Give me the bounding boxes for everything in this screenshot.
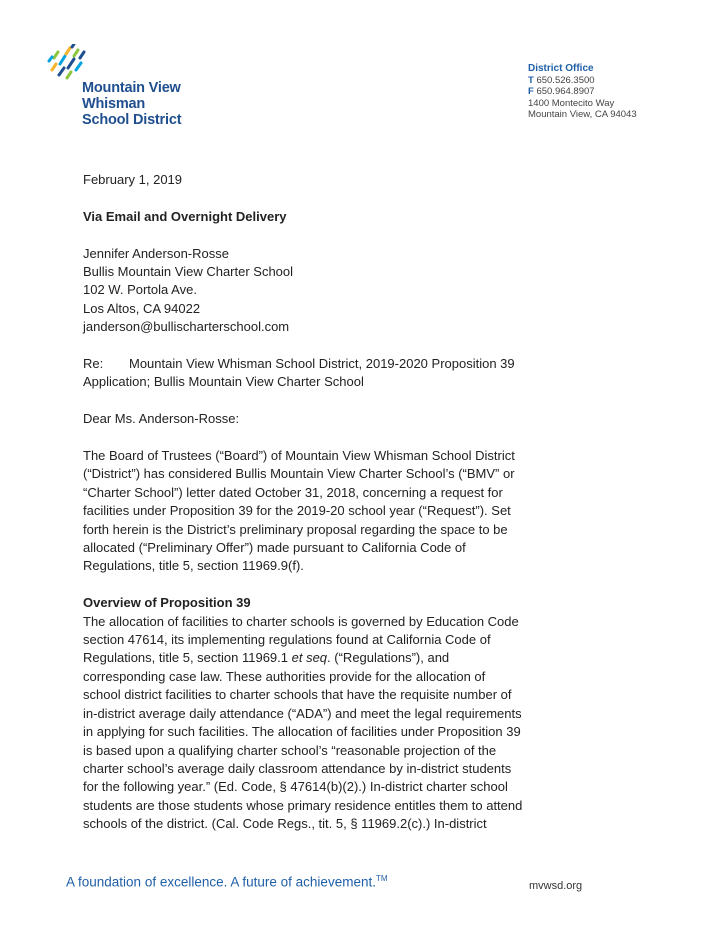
- office-street: 1400 Montecito Way: [528, 97, 615, 109]
- subject-line: [83, 355, 643, 373]
- intro-paragraph: [83, 447, 643, 576]
- paragraph-line: Regulations, title 5, section 11969.9(f).: [83, 558, 304, 574]
- paragraph-line: The Board of Trustees (“Board”) of Mountain View Whisman School District: [83, 448, 515, 464]
- paragraph-line: “Charter School”) letter dated October 31, 2018, concerning a request for: [83, 484, 503, 500]
- logo-line-1: Mountain View: [82, 80, 181, 96]
- tagline-text: A foundation of excellence. A future of achievement.: [66, 874, 376, 890]
- paragraph-line: The allocation of facilities to charter schools is governed by Education Code: [83, 613, 519, 629]
- paragraph-line: for the following year.” (Ed. Code, § 47614(b)(2).) In-district charter school: [83, 779, 508, 795]
- fax-number: 650.964.8907: [536, 86, 595, 97]
- footer-url[interactable]: mvwsd.org: [529, 880, 583, 892]
- recipient-org: Bullis Mountain View Charter School: [83, 264, 294, 279]
- paragraph-line: corresponding case law. These authorities provide for the allocation of: [83, 668, 486, 684]
- paragraph-line: [83, 649, 643, 667]
- paragraph-line: allocated (“Preliminary Offer”) made pursuant to California Code of: [83, 540, 466, 556]
- paragraph-line: schools of the district. (Cal. Code Regs., tit. 5, § 11969.2(c).) In-district: [83, 816, 487, 832]
- district-office-block: [528, 63, 637, 121]
- logo-mark-icon: [46, 44, 90, 84]
- footer-tagline: [66, 874, 388, 890]
- re-text-2: Application; Bullis Mountain View Charter School: [83, 374, 364, 390]
- logo-wordmark: [82, 80, 181, 128]
- re-label: Re:: [83, 356, 104, 372]
- paragraph-line: (“District”) has considered Bullis Mountain View Charter School’s (“BMV” or: [83, 466, 515, 482]
- phone-key: T: [528, 74, 534, 86]
- district-logo: [46, 44, 186, 134]
- paragraph-line: charter school’s average daily classroom attendance by in-district students: [83, 760, 512, 776]
- paragraph-line: is based upon a qualifying charter school’s “reasonable projection of the: [83, 742, 497, 758]
- re-text-1: Mountain View Whisman School District, 2019-2020 Proposition 39: [129, 356, 515, 372]
- trademark-mark: TM: [375, 874, 388, 883]
- paragraph-line: forth herein is the District’s preliminary proposal regarding the space to be: [83, 521, 508, 537]
- recipient-street: 102 W. Portola Ave.: [83, 282, 197, 298]
- delivery-method: Via Email and Overnight Delivery: [83, 208, 287, 224]
- overview-paragraph: [83, 613, 643, 834]
- paragraph-line: students are those students whose primary residence entitles them to attend: [83, 797, 523, 813]
- paragraph-line: in applying for such facilities. The allocation of facilities under Proposition 39: [83, 724, 521, 740]
- salutation: Dear Ms. Anderson-Rosse:: [83, 411, 240, 427]
- recipient-email: janderson@bullischarterschool.com: [83, 319, 290, 335]
- letter-date: February 1, 2019: [83, 172, 183, 187]
- italic-et-seq: et seq: [291, 650, 328, 666]
- paragraph-line: school district facilities to charter schools that have the requisite number of: [83, 687, 512, 703]
- fax-key: F: [528, 86, 534, 97]
- phone-number: 650.526.3500: [536, 74, 595, 86]
- paragraph-line: section 47614, its implementing regulations found at California Code of: [83, 632, 491, 648]
- office-city: Mountain View, CA 94043: [528, 109, 637, 120]
- text-span: Regulations, title 5, section 11969.1: [83, 650, 292, 666]
- recipient-name: Jennifer Anderson-Rosse: [83, 245, 229, 261]
- text-span: . (“Regulations”), and: [327, 650, 450, 666]
- phone-line: [528, 75, 637, 87]
- section-heading: Overview of Proposition 39: [83, 595, 251, 611]
- logo-line-2: Whisman: [82, 96, 146, 112]
- paragraph-line: facilities under Proposition 39 for the 2019-20 school year (“Request”). Set: [83, 503, 511, 519]
- paragraph-line: in-district average daily attendance (“ADA”) and meet the legal requirements: [83, 705, 522, 721]
- office-title: District Office: [528, 63, 594, 74]
- recipient-city: Los Altos, CA 94022: [83, 300, 201, 316]
- logo-line-3: School District: [82, 112, 182, 128]
- fax-line: [528, 86, 637, 98]
- letter-body: [83, 171, 643, 834]
